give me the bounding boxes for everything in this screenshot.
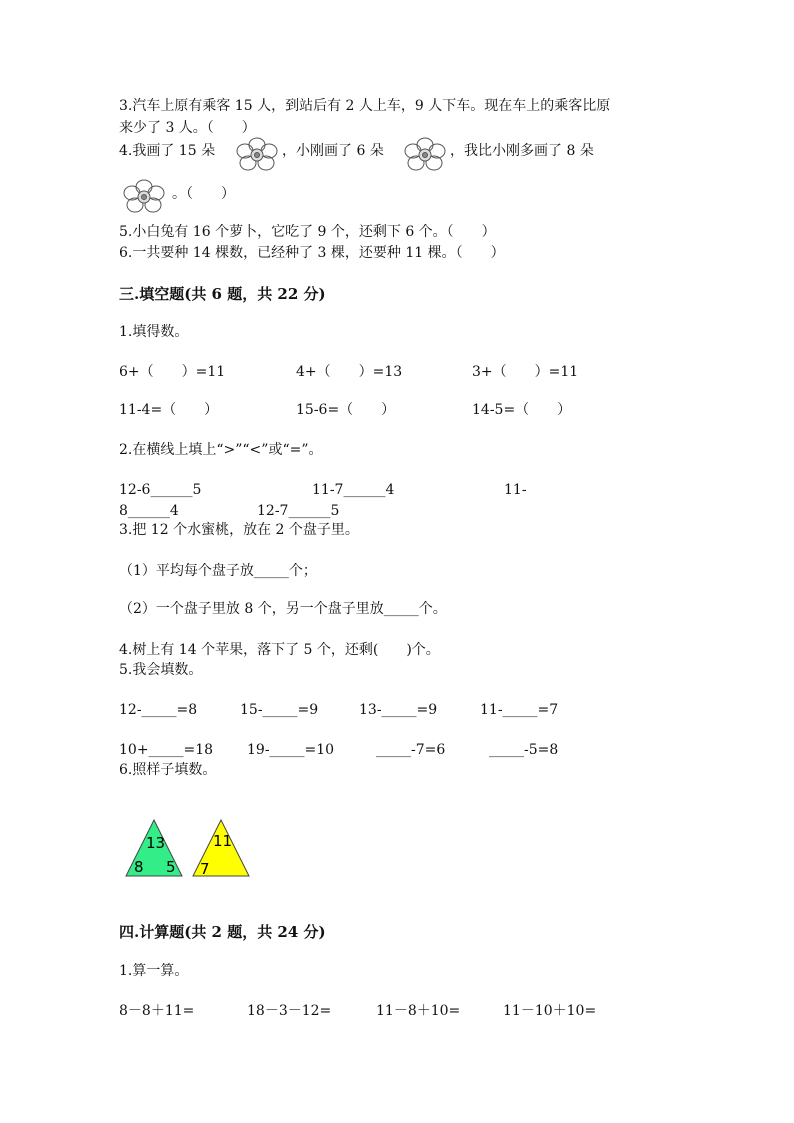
s3-q2-item: 12-7______5 <box>257 503 340 519</box>
q4-text-part1: 4.我画了 15 朵 <box>119 143 216 159</box>
s3-q1-item: 15-6=（ ） <box>296 402 396 418</box>
s3-q6-label: 6.照样子填数。 <box>119 762 217 778</box>
s3-q5-item: 11-_____=7 <box>480 702 559 718</box>
s3-q3-label: 3.把 12 个水蜜桃，放在 2 个盘子里。 <box>119 522 359 538</box>
flower-icon <box>121 178 167 216</box>
s3-q2-item: 8______4 <box>119 503 179 519</box>
s4-q1-item: 18－3－12= <box>247 1003 332 1019</box>
s3-q4: 4.树上有 14 个苹果，落下了 5 个，还剩( )个。 <box>119 642 440 658</box>
s4-q1-item: 11－8＋10= <box>376 1003 461 1019</box>
s3-q5-item: 13-_____=9 <box>359 702 438 718</box>
s3-q5-item: 15-_____=9 <box>240 702 319 718</box>
s3-q5-item: 12-_____=8 <box>119 702 198 718</box>
section4-title: 四.计算题(共 2 题，共 24 分) <box>119 923 326 941</box>
s3-q2-item: 11- <box>504 482 527 498</box>
triangle-left-number: 8 <box>134 858 144 876</box>
number-triangles <box>124 818 254 880</box>
s3-q2-label: 2.在横线上填上“>”“<”或“=”。 <box>119 442 323 458</box>
s3-q3-sub2: （2）一个盘子里放 8 个，另一个盘子里放_____个。 <box>119 601 447 617</box>
s3-q1-item: 14-5=（ ） <box>472 402 572 418</box>
s3-q1-item: 3+（ ）=11 <box>472 364 579 380</box>
triangle-top-number: 13 <box>146 834 166 852</box>
q4-text-part2: ，小刚画了 6 朵 <box>282 143 384 159</box>
s3-q5-item: 19-_____=10 <box>247 742 335 758</box>
s3-q2-item: 11-7______4 <box>312 482 395 498</box>
q4-text-part4: 。（ ） <box>172 186 235 202</box>
q4-text-part3: ，我比小刚多画了 8 朵 <box>450 143 594 159</box>
s3-q5-label: 5.我会填数。 <box>119 662 203 678</box>
s3-q3-sub1: （1）平均每个盘子放_____个； <box>119 563 317 579</box>
triangle-right-number: 5 <box>166 858 176 876</box>
s3-q1-label: 1.填得数。 <box>119 324 189 340</box>
q6-true-false: 6.一共要种 14 棵数，已经种了 3 棵，还要种 11 棵。（ ） <box>119 245 505 261</box>
s4-q1-item: 11－10＋10= <box>503 1003 597 1019</box>
s3-q5-item: _____-5=8 <box>489 742 559 758</box>
flower-icon <box>402 136 448 174</box>
s4-q1-item: 8－8＋11= <box>119 1003 195 1019</box>
s3-q1-item: 11-4=（ ） <box>119 402 219 418</box>
triangle-left-number: 7 <box>200 860 210 878</box>
s3-q2-item: 12-6______5 <box>119 482 202 498</box>
s3-q1-item: 4+（ ）=13 <box>296 364 403 380</box>
s3-q1-item: 6+（ ）=11 <box>119 364 226 380</box>
s3-q5-item: _____-7=6 <box>376 742 446 758</box>
s3-q5-item: 10+_____=18 <box>119 742 214 758</box>
q5-true-false: 5.小白兔有 16 个萝卜，它吃了 9 个，还剩下 6 个。（ ） <box>119 224 496 240</box>
triangle-top-number: 11 <box>213 832 233 850</box>
flower-icon <box>234 136 280 174</box>
s4-q1-label: 1.算一算。 <box>119 963 189 979</box>
q3-true-false-line2: 来少了 3 人。（ ） <box>119 120 256 136</box>
q3-true-false-line1: 3.汽车上原有乘客 15 人，到站后有 2 人上车，9 人下车。现在车上的乘客比原 <box>119 98 611 114</box>
section3-title: 三.填空题(共 6 题，共 22 分) <box>119 285 326 303</box>
